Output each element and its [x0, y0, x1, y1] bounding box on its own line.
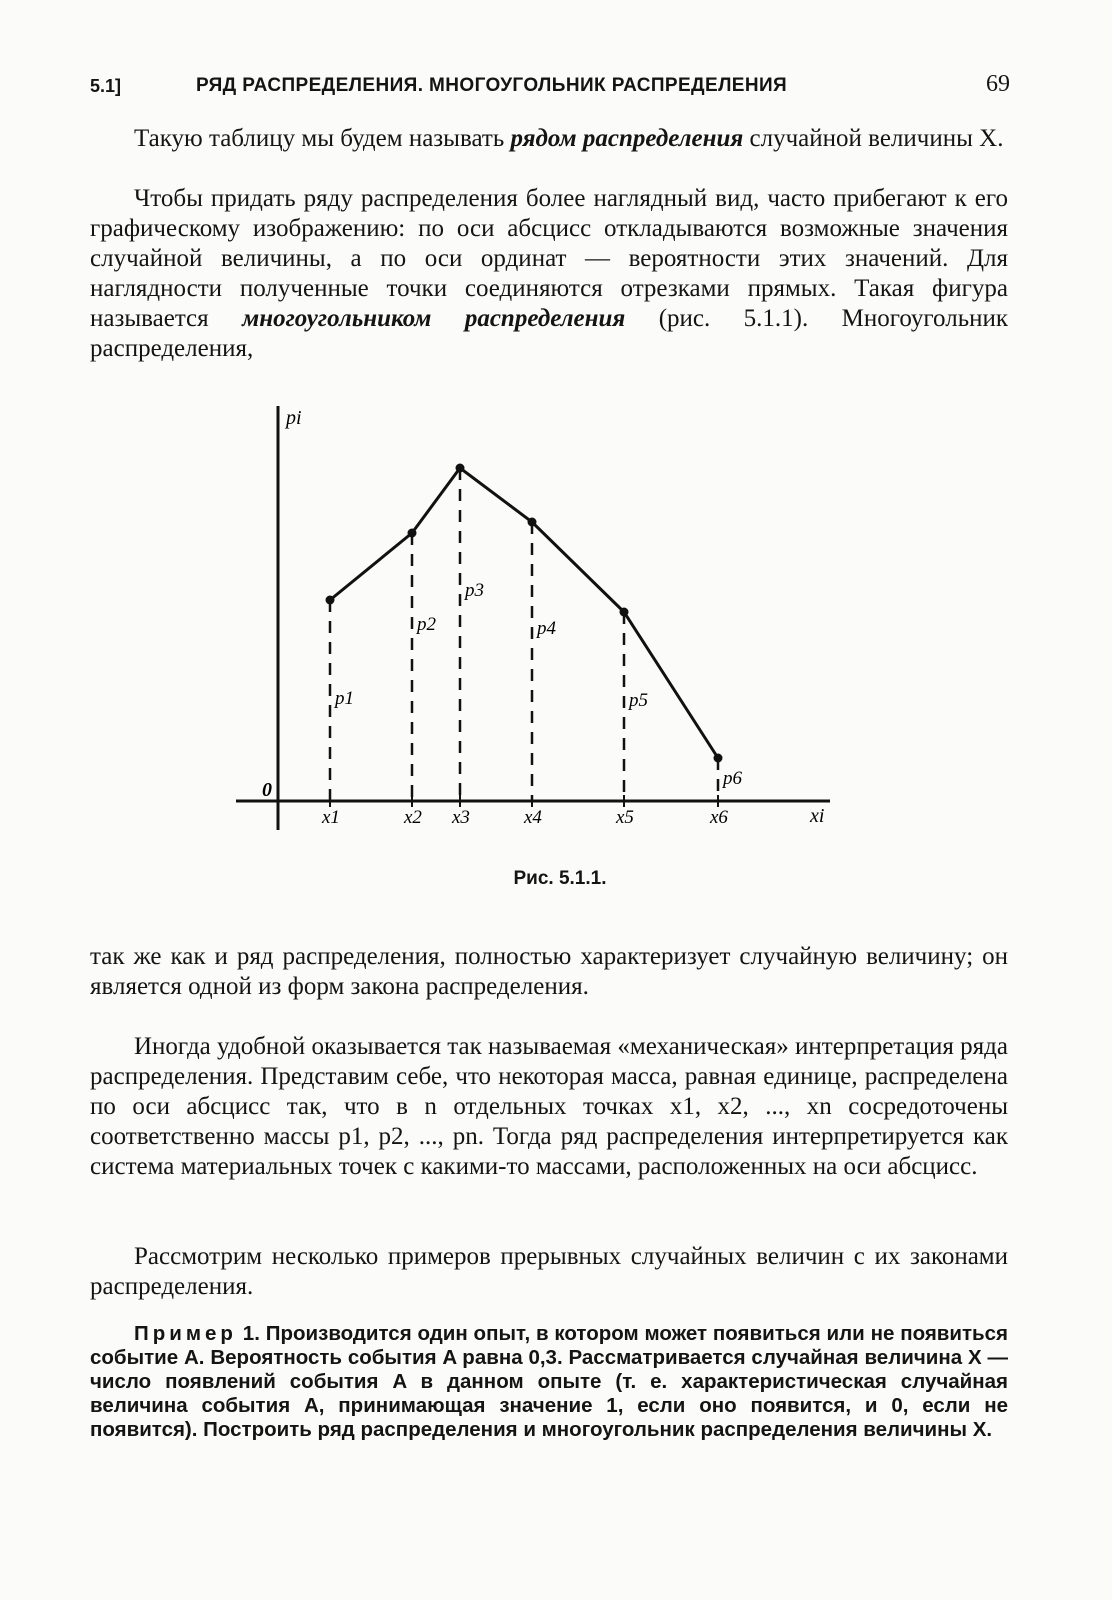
paragraph-definition: Такую таблицу мы будем называть рядом распределения случайной величины X.	[134, 125, 1004, 152]
p-label-6: p6	[723, 768, 742, 789]
vertex-4	[528, 518, 537, 527]
running-title: РЯД РАСПРЕДЕЛЕНИЯ. МНОГОУГОЛЬНИК РАСПРЕДЕЛЕНИЯ	[196, 75, 788, 96]
paragraph-examples-intro: Рассмотрим несколько примеров прерывных случайных величин с их законами распределения.	[90, 1243, 1008, 1300]
paragraph-mechanical-interpretation: Иногда удобной оказывается так называемая «механическая» интерпретация ряда распределения. Представим себе, что некоторая масса, равная единице, распределена по оси абсцисс так, что в n отдельных точках x1, x2, ..., xn сосредоточены соответственно массы p1, p2, ..., pn. Тогда ряд распределения интерпретируется как система материальных точек с какими-то массами, расположенных на оси абсцисс.	[90, 1033, 1008, 1180]
example-text: Производится один опыт, в котором может появиться или не появиться событие A. Вероятность события A равна 0,3. Рассматривается случайная величина X — число появлений события A в данном опыте (т. е. характеристическая случайная величина события A, принимающая значение 1, если оно появится, и 0, если не появится). Построить ряд распределения и многоугольник распределения величины X.	[90, 1322, 1009, 1441]
p-label-5: p5	[629, 690, 648, 711]
vertex-1	[326, 596, 335, 605]
example-label: Пример	[134, 1322, 237, 1345]
vertex-2	[408, 529, 417, 538]
term-distribution-series: рядом распределения	[510, 125, 744, 152]
origin-label: 0	[262, 779, 272, 801]
x-label-4: x4	[524, 807, 542, 828]
x-label-6: x6	[710, 807, 728, 828]
x-label-5: x5	[616, 807, 634, 828]
paragraph-polygon-characterizes: так же как и ряд распределения, полностью характеризует случайную величину; он является одной из форм закона распределения.	[90, 943, 1008, 1000]
distribution-polygon-figure	[230, 398, 870, 848]
p-label-3: p3	[465, 580, 484, 601]
example-number: 1.	[242, 1322, 260, 1345]
page-number: 69	[986, 71, 1010, 97]
polygon-line	[330, 468, 718, 758]
vertex-6	[714, 754, 723, 763]
polygon-diagram	[230, 398, 870, 848]
vertex-3	[456, 464, 465, 473]
running-header	[90, 66, 1010, 106]
example-1	[90, 1322, 1008, 1442]
figure-caption: Рис. 5.1.1.	[513, 868, 607, 889]
x-label-1: x1	[322, 807, 340, 828]
x-axis-label: xi	[810, 805, 825, 827]
vertex-5	[620, 608, 629, 617]
y-axis-label: pi	[286, 407, 302, 429]
section-number: 5.1]	[90, 76, 122, 96]
paragraph-polygon-intro: Чтобы придать ряду распределения более наглядный вид, часто прибегают к его графическому изображению: по оси абсцисс откладываются возможные значения случайной величины, а по оси ординат — вероятности этих значений. Для наглядности полученные точки соединяются отрезками прямых. Такая фигура называется многоугольником распределения (рис. 5.1.1). Многоугольник распределения,	[90, 185, 1009, 362]
x-label-2: x2	[404, 807, 422, 828]
p-label-2: p2	[417, 614, 436, 635]
x-label-3: x3	[452, 807, 470, 828]
p-label-1: p1	[335, 688, 354, 709]
p-label-4: p4	[537, 618, 556, 639]
term-distribution-polygon: многоугольником распределения	[242, 305, 626, 332]
